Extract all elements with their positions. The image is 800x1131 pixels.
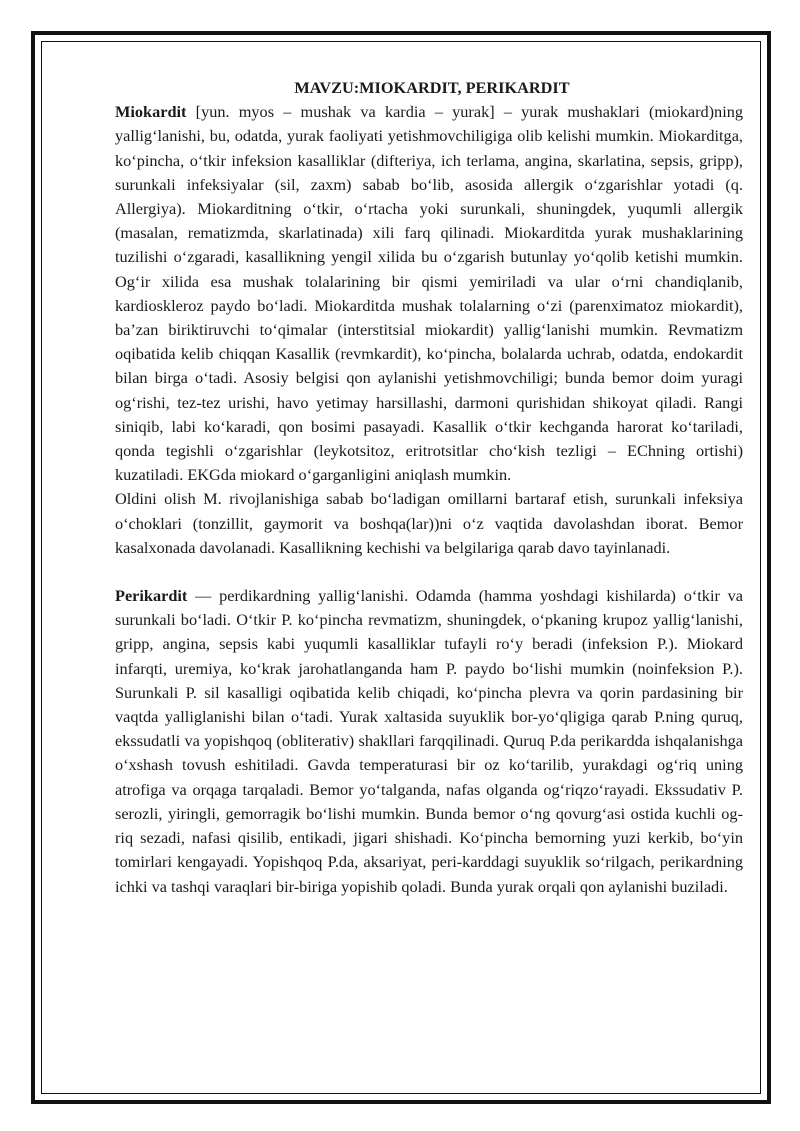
perikardit-text: — perdikardning yallig‘lanishi. Odamda (hamma yoshdagi kishilarda) o‘tkir va surunkali bo‘ladi. O‘tkir P. ko‘pincha revmatizm, shuningdek, o‘pkaning krupoz yallig‘lanishi, gripp, angina, sepsis kabi yuqumli kasalliklar tufayli ro‘y beradi (infeksion P.). Miokard infarqti, uremiya, ko‘krak jarohatlanganda ham P. paydo bo‘lishi mumkin (noinfeksion P.). Surunkali P. sil kasalligi oqibatida kelib chiqadi, ko‘pincha plevra va qorin pardasining bir vaqtda yalliglanishi bilan o‘tadi. Yurak xaltasida suyuklik bor-yo‘qligiga qarab P.ning quruq, ekssudatli va yopishqoq (obliterativ) shakllari farqqilinadi. Quruq P.da perikardda ishqalanishga o‘xshash tovush eshitiladi. Gavda temperaturasi bir oz ko‘tarilib, yurakdagi og‘riq uning atrofiga va orqaga tarqaladi. Bemor yo‘talganda, nafas olganda og‘riqzo‘rayadi. Ekssudativ P. serozli, yiringli, gemorragik bo‘lishi mumkin. Bunda bemor o‘ng qovurg‘asi ostida kuchli og-riq sezadi, nafasi qisilib, entikadi, jigari shishadi. Ko‘pincha bemorning yuzi kerkib, bo‘yin tomirlari kengayadi. Yopishqoq P.da, aksariyat, peri-karddagi suyuklik so‘rilgach, perikardning ichki va tashqi varaqlari bir-biriga yopishib qoladi. Bunda yurak orqali qon aylanishi buziladi. — [115, 586, 743, 896]
miokardit-text: [yun. myos – mushak va kardia – yurak] – yurak mushaklari (miokard)ning yallig‘lanishi, bu, odatda, yurak faoliyati yetishmovchiligiga olib kelishi mumkin. Miokarditga, ko‘pincha, o‘tkir infeksion kasalliklar (difteriya, ich terlama, angina, skarlatina, sepsis, gripp), surunkali infeksiyalar (sil, zaxm) sabab bo‘lib, asosida allergik o‘zgarishlar yotadi (q. Allergiya). Miokarditning o‘tkir, o‘rtacha yoki surunkali, shuningdek, yuqumli allergik (masalan, rematizmda, skarlatinada) xili farq qilinadi. Miokarditda yurak mushaklarining tuzilishi o‘zgaradi, kasallikning yengil xilida bu o‘zgarish butunlay yo‘qolib ketishi mumkin. Og‘ir xilida esa mushak tolalarining bir qismi yemiriladi va ular o‘rni chandiqlanib, kardioskleroz paydo bo‘ladi. Miokarditda mushak tolalarning o‘zi (parenximatoz miokardit), ba’zan biriktiruvchi to‘qimalar (interstitsial miokardit) yallig‘lanishi mumkin. Revmatizm oqibatida kelib chiqqan Kasallik (revmkardit), ko‘pincha, bolalarda uchrab, odatda, endokardit bilan birga o‘tadi. Asosiy belgisi qon aylanishi yetishmovchiligi; bunda bemor doim yuragi og‘rishi, tez-tez urishi, havo yetimay harsillashi, darmoni qurishidan shikoyat qiladi. Rangi siniqib, labi ko‘karadi, qon bosimi pasayadi. Kasallik o‘tkir kechganda harorat ko‘tariladi, qonda tegishli o‘zgarishlar (leykotsitoz, eritrotsitlar cho‘kish tezligi – EChning ortishi) kuzatiladi. EKGda miokard o‘garganligini aniqlash mumkin. — [115, 102, 743, 485]
miokardit-paragraph — [115, 100, 743, 487]
document-title: MAVZU:MIOKARDIT, PERIKARDIT — [294, 78, 570, 97]
paragraph-gap — [115, 560, 743, 584]
perikardit-term: Perikardit — [115, 586, 188, 606]
prevention-paragraph: Oldini olish M. rivojlanishiga sabab bo‘ladigan omillarni bartaraf etish, surunkali infeksiya o‘choklari (tonzillit, gaymorit va boshqa(lar))ni o‘z vaqtida davolashdan iborat. Bemor kasalxonada davolanadi. Kasallikning kechishi va belgilariga qarab davo tayinlanadi. — [115, 489, 743, 557]
document-body — [115, 76, 743, 899]
miokardit-term: Miokardit — [115, 102, 187, 122]
perikardit-paragraph — [115, 584, 743, 899]
